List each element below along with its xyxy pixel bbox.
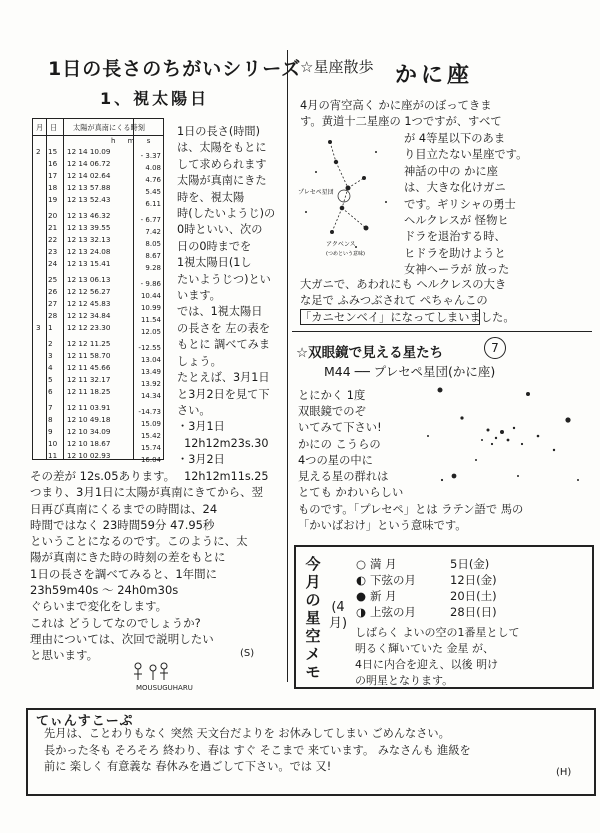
row-time: 12 12 11.25 [67, 339, 111, 348]
table-units: h m s [111, 137, 156, 145]
row-diff: 14.34 [140, 392, 161, 400]
row-time: 12 14 10.09 [67, 147, 111, 156]
row-time: 12 13 57.88 [67, 183, 111, 192]
row-time: 12 10 18.67 [67, 439, 111, 448]
header-day: 日 [50, 123, 58, 132]
row-day: 19 [48, 195, 58, 204]
column-divider [287, 50, 288, 682]
table-header [33, 119, 163, 136]
row-time: 12 10 34.09 [67, 427, 111, 436]
table-row [33, 183, 163, 193]
binocular-title: ☆双眼鏡で見える星たち [296, 345, 444, 361]
acubens-note: (つめという意味) [326, 251, 365, 257]
section-title: ☆星座散歩 [300, 58, 374, 76]
series-number-badge: 7 [484, 337, 506, 359]
row-day: 18 [48, 183, 58, 192]
row-diff: 13.04 [140, 356, 161, 364]
row-diff: 8.67 [145, 252, 161, 260]
row-diff: -14.73 [138, 408, 161, 416]
memo-side-title: 今 月 の 星 空 メ モ [305, 555, 321, 681]
row-time: 12 13 24.08 [67, 247, 111, 256]
row-month: 3 [36, 323, 41, 332]
section-rule [292, 331, 592, 332]
row-day: 24 [48, 259, 58, 268]
cancer-star-map [296, 132, 402, 260]
row-day: 9 [48, 427, 53, 436]
row-time: 12 10 49.18 [67, 415, 111, 424]
intro-text: 4月の宵空高く かに座がのぼってきま す。黄道十二星座の 1つですが、すべて [300, 99, 502, 129]
row-day: 16 [48, 159, 58, 168]
header-time: 太陽が真南にくる時刻 [73, 123, 145, 132]
row-day: 22 [48, 235, 58, 244]
moon-phase-new: ● 新 月 20日(土) [356, 589, 497, 603]
row-day: 15 [48, 147, 58, 156]
row-time: 12 11 03.91 [67, 403, 111, 412]
kanisenbei-highlight [300, 309, 480, 325]
m44-star-field [418, 380, 588, 500]
m44-label: M44 ── プレセペ星団(かに座) [324, 364, 496, 379]
row-day: 28 [48, 311, 58, 320]
binocular-text: とにかく 1度 双眼鏡でのぞ いてみて下さい! かにの こうらの 4つの星の中に 見える星の群れは とても かわいらしい [298, 389, 404, 500]
row-diff: - 3.37 [140, 152, 161, 160]
row-day: 21 [48, 223, 58, 232]
row-time: 12 11 45.66 [67, 363, 111, 372]
conclusion-text: その差が 12s.05あります。 つまり、3月1日に太陽が真南にきてから、翌 日再び真南にくるまでの時間は、24 時間ではなく 23時間59分 47.95秒 ということになるのです。このように、太 陽が真南にきた時の時刻の差をもとに 1日の長さを調べてみると、1年間に 23h59m40s ～ 24h0m30s ぐらいまで変化をします。 これは どうしてなのでしょうか? 理由については、次回で説明したい と思います。 [30, 469, 264, 663]
solar-noon-table [32, 118, 164, 464]
row-diff: - 6.77 [140, 216, 161, 224]
acubens-label: アクベンス [326, 241, 356, 248]
table-row [33, 159, 163, 169]
row-diff: 4.08 [145, 164, 161, 172]
row-time: 12 11 18.25 [67, 387, 111, 396]
row-time: 12 11 32.17 [67, 375, 111, 384]
logo-text: MOUSUGUHARU [136, 684, 193, 692]
row-day: 3 [48, 351, 53, 360]
row-time: 12 14 06.72 [67, 159, 111, 168]
row-diff: 9.28 [145, 264, 161, 272]
row-day: 10 [48, 439, 58, 448]
footer-text: 先月は、ことわりもなく 突然 天文台だよりを お休みしてしまい ごめんなさい。 長かった冬も そろそろ 終わり、春は すぐ そこまで 来ています。 みなさんも 進級を 前に 楽しく 有意義な 春休みを過ごして下さい。では 又! [44, 727, 471, 773]
row-diff: 8.05 [145, 240, 161, 248]
row-time: 12 10 02.93 [67, 451, 111, 460]
memo-text: しばらく よいの空の1番星として 明るく輝いていた 金星 が、 4日に内合を迎え、以後 明け の明星となります。 [355, 626, 520, 687]
row-day: 1 [48, 323, 53, 332]
row-diff: 10.44 [140, 292, 161, 300]
row-diff: 15.74 [140, 444, 161, 452]
row-day: 6 [48, 387, 53, 396]
row-day: 8 [48, 415, 53, 424]
row-time: 12 13 52.43 [67, 195, 111, 204]
myth-text: が 4等星以下のあま り目立たない星座です。 神話の中の かに座 は、大きな化けガニ です。ギリシャの勇士 ヘルクレスが 怪物ヒ ドラを退治する時、 ヒドラを助けようと 女神ヘーラが 放った [404, 132, 528, 277]
row-day: 23 [48, 247, 58, 256]
row-diff: -12.55 [138, 344, 161, 352]
row-day: 11 [48, 451, 58, 460]
row-time: 12 12 56.27 [67, 287, 111, 296]
binocular-text-continued: ものです。「プレセペ」とは ラテン語で 馬の 「かいばおけ」という意味です。 [298, 503, 524, 533]
praesepe-label: プレセペ星団 [298, 189, 334, 196]
row-time: 12 11 58.70 [67, 351, 111, 360]
footer-credit: (H) [556, 767, 572, 778]
row-time: 12 13 15.41 [67, 259, 111, 268]
mousuguharu-logo [128, 660, 238, 694]
memo-month: (4月) [328, 600, 348, 631]
moon-phase-last-quarter: ◐ 下弦の月 12日(金) [356, 573, 497, 587]
moon-phase-first-quarter: ◑ 上弦の月 28日(日) [356, 605, 497, 619]
row-day: 26 [48, 287, 58, 296]
row-time: 12 13 32.13 [67, 235, 111, 244]
row-time: 12 14 02.64 [67, 171, 111, 180]
table-row [33, 247, 163, 257]
row-diff: 7.42 [145, 228, 161, 236]
row-diff: 16.04 [140, 456, 161, 464]
row-diff: 6.11 [145, 200, 161, 208]
row-day: 27 [48, 299, 58, 308]
row-diff: 15.42 [140, 432, 161, 440]
row-day: 25 [48, 275, 58, 284]
row-time: 12 13 39.55 [67, 223, 111, 232]
row-time: 12 13 06.13 [67, 275, 111, 284]
footer-title: てぃんすこーぷ [36, 714, 134, 729]
row-day: 17 [48, 171, 58, 180]
row-diff: 12.05 [140, 328, 161, 336]
row-diff: 10.99 [140, 304, 161, 312]
row-time: 12 12 23.30 [67, 323, 111, 332]
row-time: 12 12 45.83 [67, 299, 111, 308]
table-row [33, 259, 163, 269]
constellation-name: かに座 [395, 63, 474, 88]
explanation-text: 1日の長さ(時間) は、太陽をもとに して求められます 太陽が真南にきた 時を、視太陽 時(したいようじ)の 0時といい、次の 日の0時までを 1視太陽日(1し たいようじつ)とい います。 では、1視太陽日 の長さを 左の表を もとに 調べてみま しょう。 たとえば、3月1日 と3月2日を見て下 さい。 ・3月1日 12h12m23s.30 ・3月2日 12h12m11s.25 [177, 125, 276, 483]
row-diff: 5.45 [145, 188, 161, 196]
table-row [33, 235, 163, 245]
row-day: 4 [48, 363, 53, 372]
table-row [33, 195, 163, 205]
row-day: 5 [48, 375, 53, 384]
row-diff: 11.54 [140, 316, 161, 324]
row-time: 12 12 34.84 [67, 311, 111, 320]
row-diff: 13.49 [140, 368, 161, 376]
row-day: 20 [48, 211, 58, 220]
header-month: 月 [36, 123, 44, 132]
author-credit: (S) [240, 648, 255, 659]
moon-phase-full: ○ 満 月 5日(金) [356, 557, 490, 571]
row-day: 2 [48, 339, 53, 348]
row-month: 2 [36, 147, 41, 156]
row-time: 12 13 46.32 [67, 211, 111, 220]
row-day: 7 [48, 403, 53, 412]
row-diff: - 9.86 [140, 280, 161, 288]
table-row [33, 171, 163, 181]
table-row [33, 223, 163, 233]
row-diff: 4.76 [145, 176, 161, 184]
myth-continued-text: 大ガニで、あわれにも ヘルクレスの大き な足で ふみつぶされて ぺちゃんこの 「カニセンベイ」になってしまいました。 [300, 278, 515, 324]
row-diff: 15.09 [140, 420, 161, 428]
series-title: 1日の長さのちがいシリーズ [48, 58, 302, 80]
row-diff: 13.92 [140, 380, 161, 388]
series-subtitle: 1、視太陽日 [100, 89, 210, 108]
